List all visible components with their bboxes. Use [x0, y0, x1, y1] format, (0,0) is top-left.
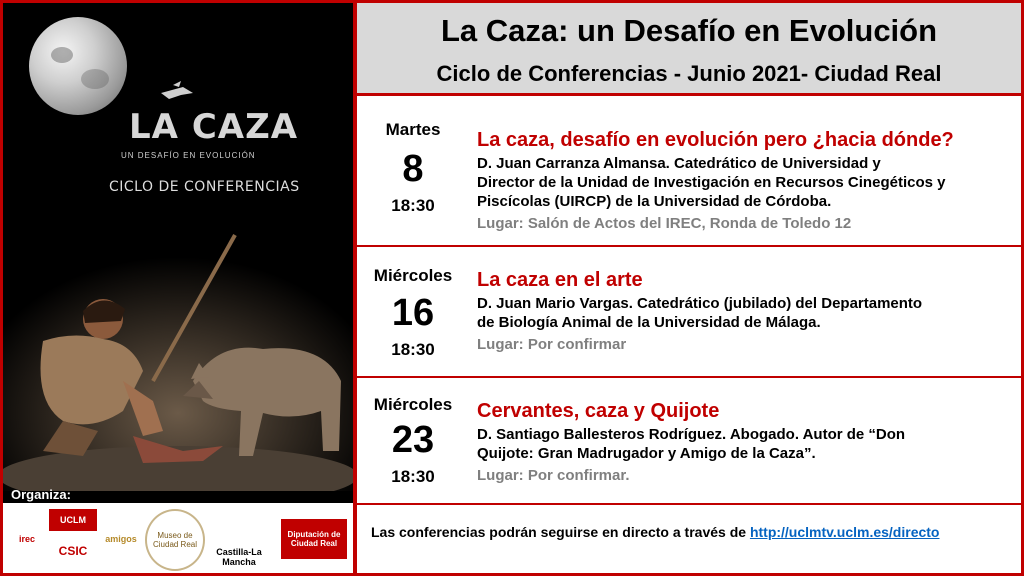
event-separator: [357, 245, 1021, 247]
museo-logo: Museo de Ciudad Real: [145, 509, 205, 571]
poster-logo-subtitle: UN DESAFÍO EN EVOLUCIÓN: [121, 151, 256, 160]
event-2: [357, 248, 1021, 376]
castilla-la-mancha-logo: Castilla-La Mancha: [216, 547, 262, 567]
uclm-logo: UCLM: [49, 509, 97, 531]
event-time: 18:30: [391, 196, 435, 215]
event-description: D. Juan Mario Vargas. Catedrático (jubilado) del Departamento de Biología Animal de la Universidad de Málaga.: [477, 295, 923, 331]
live-stream-link[interactable]: http://uclmtv.uclm.es/directo: [749, 524, 940, 540]
event-title: La caza en el arte: [477, 269, 643, 291]
event-place: Lugar: Por confirmar.: [477, 467, 630, 484]
moon-image: [29, 17, 127, 115]
amigos-logo: amigos: [105, 534, 137, 544]
event-separator: [357, 376, 1021, 378]
event-title: La caza, desafío en evolución pero ¿hacia dónde?: [477, 129, 954, 151]
header: [357, 3, 1021, 96]
event-day-number: 16: [391, 292, 435, 334]
event-day-name: Martes: [385, 120, 441, 139]
event-day-name: Miércoles: [373, 395, 453, 414]
event-day-name: Miércoles: [373, 266, 453, 285]
event-place: Lugar: Salón de Actos del IREC, Ronda de Toledo 12: [477, 215, 852, 232]
event-day-number: 23: [391, 419, 435, 461]
page-title: La Caza: un Desafío en Evolución: [440, 13, 938, 48]
poster-logo-text: LA CAZA: [129, 107, 299, 147]
event-1: [357, 96, 1021, 244]
sponsor-logos: [3, 503, 353, 573]
event-3: [357, 379, 1021, 503]
event-description: D. Santiago Ballesteros Rodríguez. Abogado. Autor de “Don Quijote: Gran Madrugador y Amigo de la Caza”.: [477, 426, 906, 462]
event-time: 18:30: [391, 467, 435, 486]
organiza-label: Organiza:: [11, 487, 71, 502]
poster: [3, 3, 353, 573]
event-place: Lugar: Por confirmar: [477, 336, 627, 353]
event-separator: [357, 503, 1021, 505]
event-day-number: 8: [402, 148, 424, 190]
event-description: D. Juan Carranza Almansa. Catedrático de Universidad y Director de la Unidad de Investigación en Recursos Cinegéticos y Piscícolas (UIRCP) de la Universidad de Córdoba.: [477, 155, 946, 210]
diputacion-logo: Diputación de Ciudad Real: [281, 519, 347, 559]
page-subtitle: Ciclo de Conferencias - Junio 2021- Ciudad Real: [436, 61, 942, 86]
footer: [357, 508, 1021, 568]
event-time: 18:30: [391, 340, 435, 359]
hunter-and-wolf-image: [3, 231, 353, 491]
csic-logo: CSIC: [58, 544, 88, 558]
irec-logo: irec: [18, 534, 35, 544]
event-title: Cervantes, caza y Quijote: [477, 400, 720, 422]
footer-text: Las conferencias podrán seguirse en directo a través de http://uclmtv.uclm.es/directo: [371, 524, 940, 540]
poster-ciclo-label: CICLO DE CONFERENCIAS: [109, 179, 300, 195]
